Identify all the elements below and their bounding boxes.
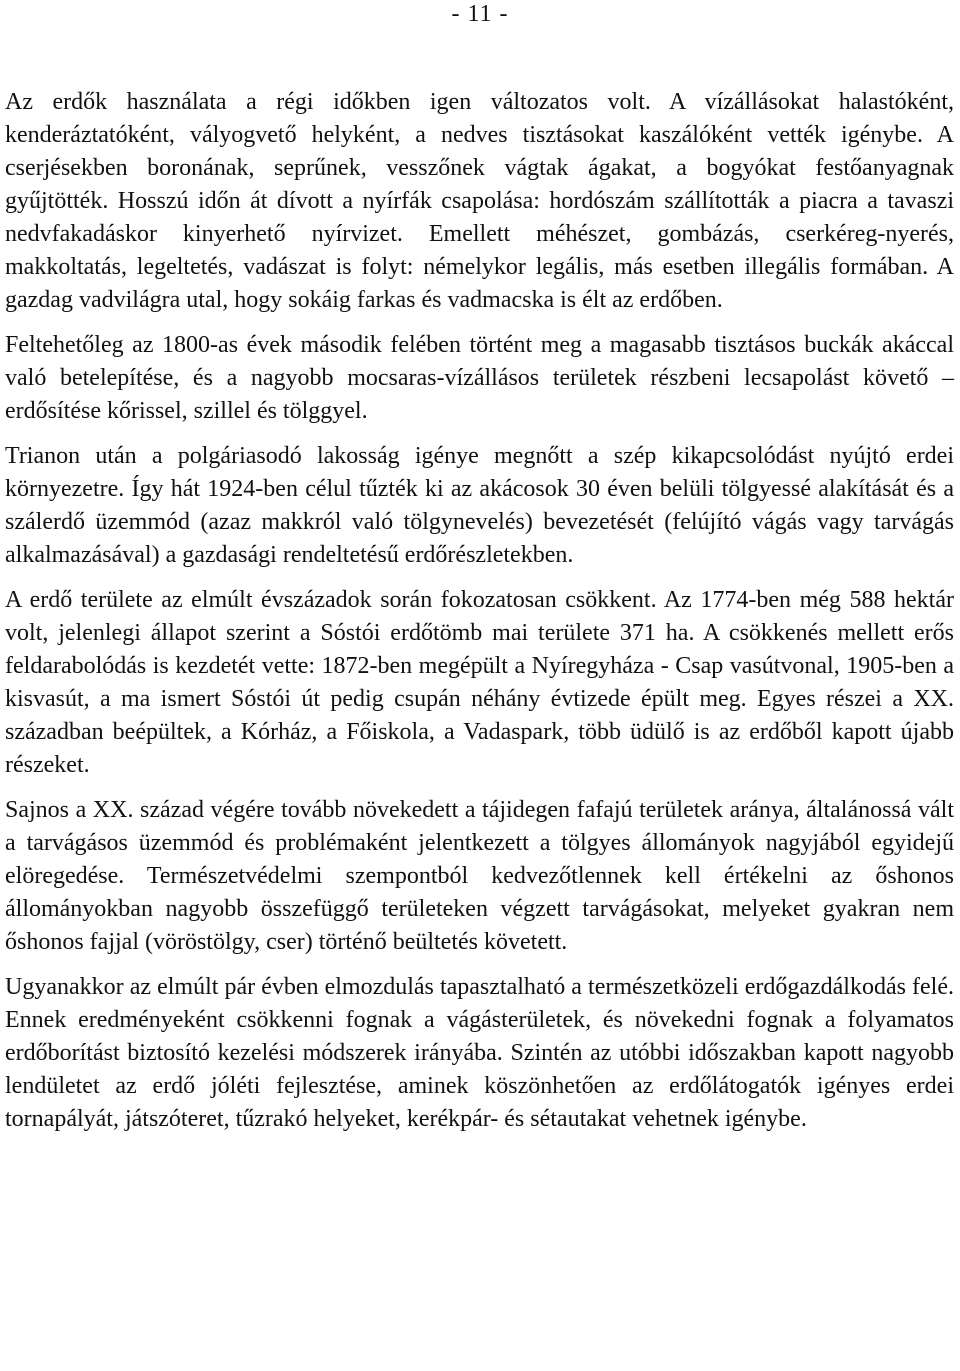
paragraph-recent-changes: Ugyanakkor az elmúlt pár évben elmozdulás tapasztalható a természetközeli erdőgazdálkodás felé. Ennek eredményeként csökkenni fognak a vágásterületek, és növekedni fognak a folyamatos erdőborítást biztosító kezelési módszerek irányába. Szintén az utóbbi időszakban kapott nagyobb lendületet az erdő jóléti fejlesztése, aminek köszönhetően az erdőlátogatók igényes erdei tornapályát, játszóteret, tűzrakó helyeket, kerékpár- és sétautakat vehetnek igénybe. — [5, 974, 954, 1132]
page-number: - 11 - — [451, 1, 509, 27]
paragraph-area-decrease: A erdő területe az elmúlt évszázadok során fokozatosan csökkent. Az 1774-ben még 588 hektár volt, jelenlegi állapot szerint a Sóstói erdőtömb mai területe 371 ha. A csökkenés mellett erős feldarabolódás is kezdetét vette: 1872-ben megépült a Nyíregyháza - Csap vasútvonal, 1905-ben a kisvasút, a ma ismert Sóstói út pedig csupán néhány évtizede épült meg. Egyes részei a XX. században beépültek, a Kórház, a Főiskola, a Vadaspark, több üdülő is az erdőből kapott újabb részeket. — [5, 587, 954, 778]
paragraph-forest-uses: Az erdők használata a régi időkben igen változatos volt. A vízállásokat halastóként, kenderáztatóként, vályogvető helyként, a nedves tisztásokat kaszálóként vették igénybe. A cserjésekben boronának, seprűnek, vesszőnek vágtak ágakat, a bogyókat festőanyagnak gyűjtötték. Hosszú időn át dívott a nyírfák csapolása: hordószám szállították a piacra a tavaszi nedvfakadáskor kinyerhető nyírvizet. Emellett méhészet, gombázás, cserkéreg-nyerés, makkoltatás, legeltetés, vadászat is folyt: némelykor legális, más esetben illegális formában. A gazdag vadvilágra utal, hogy sokáig farkas és vadmacska is élt az erdőben. — [5, 89, 954, 313]
paragraph-acacia-planting: Feltehetőleg az 1800-as évek második felében történt meg a magasabb tisztásos buckák akáccal való betelepítése, és a nagyobb mocsaras-vízállásos területek részbeni lecsapolást követő – erdősítése kőrissel, szillel és tölggyel. — [5, 332, 954, 424]
paragraph-trianon: Trianon után a polgáriasodó lakosság igénye megnőtt a szép kikapcsolódást nyújtó erdei környezetre. Így hát 1924-ben célul tűzték ki az akácosok 30 éven belüli tölgyessé alakítását és a szálerdő üzemmód (azaz makkról való tölgynevelés) bevezetését (felújító vágás vagy tarvágás alkalmazásával) a gazdasági rendeltetésű erdőrészletekben. — [5, 443, 954, 568]
paragraph-twentieth-century: Sajnos a XX. század végére tovább növekedett a tájidegen fafajú területek aránya, általánossá vált a tarvágásos üzemmód és problémaként jelentkezett a tölgyes állományok nagyjából egyidejű elöregedése. Természetvédelmi szempontból kedvezőtlennek kell értékelni az őshonos állományokban nagyobb összefüggő területeken végzett tarvágásokat, melyeket gyakran nem őshonos fajjal (vöröstölgy, cser) történő beültetés követett. — [5, 797, 954, 955]
document-body — [5, 86, 954, 1136]
